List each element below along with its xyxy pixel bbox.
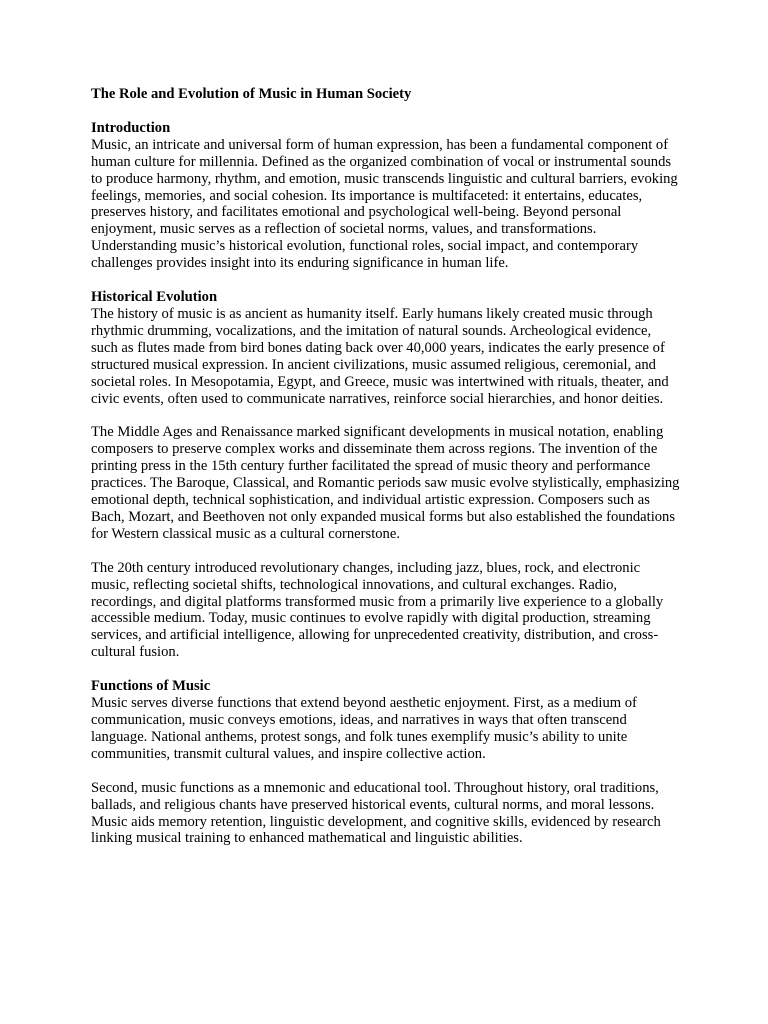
document-title: The Role and Evolution of Music in Human Society xyxy=(91,86,412,102)
section-heading-introduction: Introduction xyxy=(91,119,171,136)
section-introduction xyxy=(91,120,681,272)
paragraph: Music, an intricate and universal form of human expression, has been a fundamental component of human culture for millennia. Defined as the organized combination of vocal or instrumental sounds to produce harmony, rhythm, and emotion, music transcends linguistic and cultural barriers, evoking feelings, memories, and social cohesion. Its importance is multifaceted: it entertains, educates, preserves history, and facilitates emotional and psychological well-being. Beyond personal enjoyment, music serves as a reflection of societal norms, values, and transformations. Understanding music’s historical evolution, functional roles, social impact, and contemporary challenges provides insight into its enduring significance in human life. xyxy=(91,136,678,272)
section-functions-of-music xyxy=(91,678,681,847)
document-page xyxy=(91,86,681,864)
paragraph: Music serves diverse functions that extend beyond aesthetic enjoyment. First, as a medium of communication, music conveys emotions, ideas, and narratives in ways that often transcend language. National anthems, protest songs, and folk tunes exemplify music’s ability to unite communities, transmit cultural values, and inspire collective action. xyxy=(91,695,637,762)
section-heading-historical-evolution: Historical Evolution xyxy=(91,289,218,306)
paragraph: The history of music is as ancient as humanity itself. Early humans likely created music through rhythmic drumming, vocalizations, and the imitation of natural sounds. Archeological evidence, such as flutes made from bird bones dating back over 40,000 years, indicates the early presence of structured musical expression. In ancient civilizations, music assumed religious, ceremonial, and societal roles. In Mesopotamia, Egypt, and Greece, music was intertwined with rituals, theater, and civic events, often used to communicate narratives, reinforce social hierarchies, and honor deities. xyxy=(91,305,669,407)
paragraph: Second, music functions as a mnemonic and educational tool. Throughout history, oral traditions, ballads, and religious chants have preserved historical events, cultural norms, and moral lessons. Music aids memory retention, linguistic development, and cognitive skills, evidenced by research linking musical training to enhanced mathematical and linguistic abilities. xyxy=(91,779,661,847)
section-historical-evolution xyxy=(91,289,681,661)
paragraph: The Middle Ages and Renaissance marked significant developments in musical notation, enabling composers to preserve complex works and disseminate them across regions. The invention of the printing press in the 15th century further facilitated the spread of music theory and performance practices. The Baroque, Classical, and Romantic periods saw music evolve stylistically, emphasizing emotional depth, technical sophistication, and individual artistic expression. Composers such as Bach, Mozart, and Beethoven not only expanded musical forms but also established the foundations for Western classical music as a cultural cornerstone. xyxy=(91,424,680,542)
section-heading-functions-of-music: Functions of Music xyxy=(91,678,211,695)
paragraph: The 20th century introduced revolutionary changes, including jazz, blues, rock, and electronic music, reflecting societal shifts, technological innovations, and cultural exchanges. Radio, recordings, and digital platforms transformed music from a primarily live experience to a globally accessible medium. Today, music continues to evolve rapidly with digital production, streaming services, and artificial intelligence, allowing for unprecedented creativity, distribution, and cross-cultural fusion. xyxy=(91,559,664,661)
